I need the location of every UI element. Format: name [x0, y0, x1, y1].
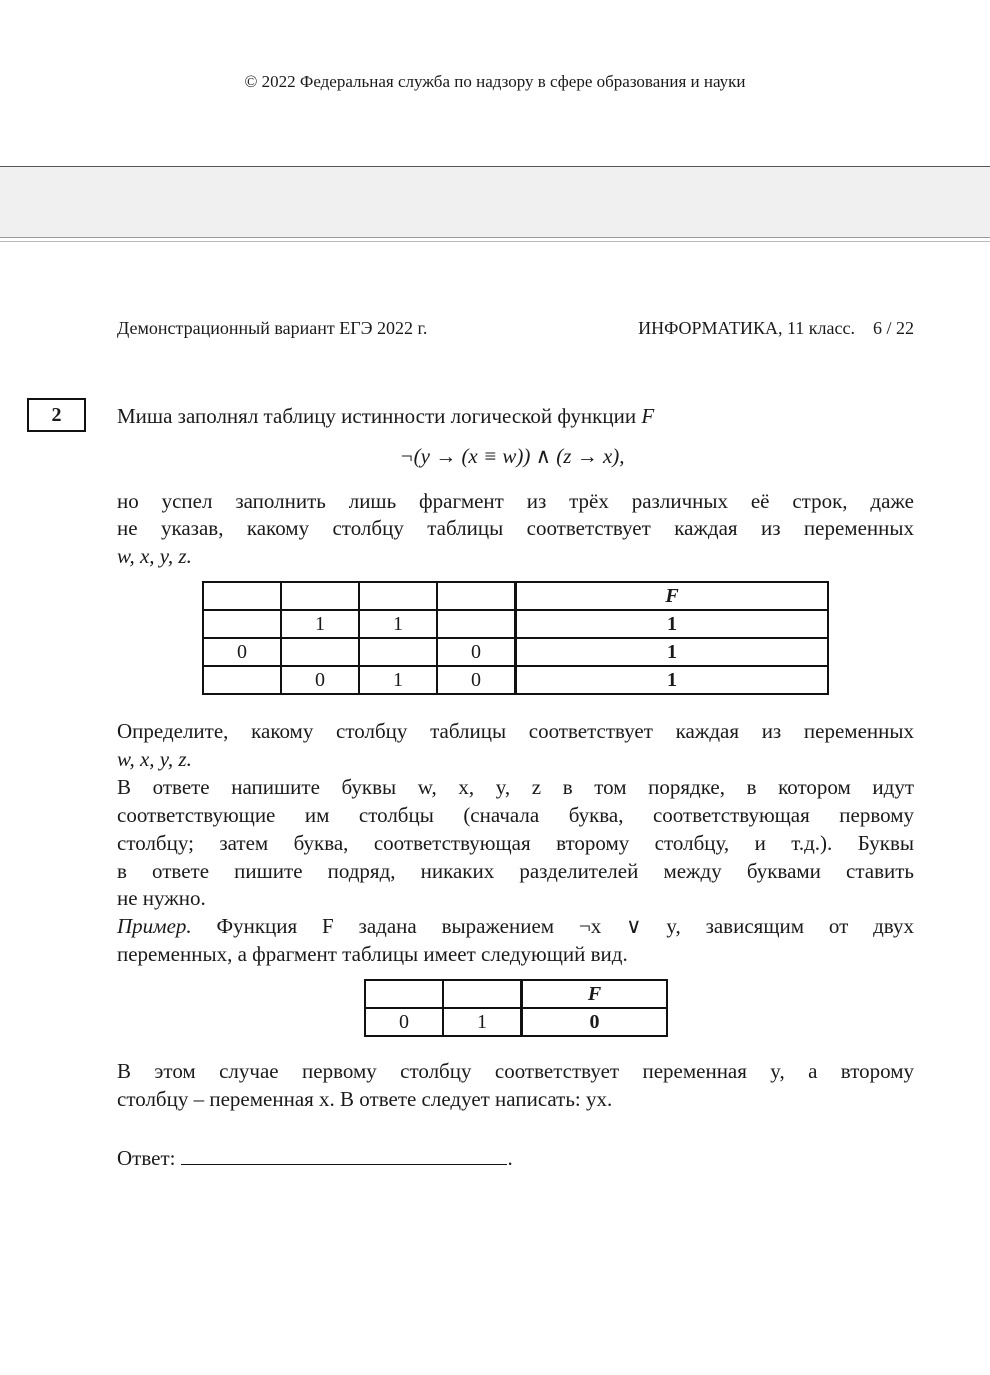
f-value-cell: 0 [522, 1008, 668, 1036]
table-cell: 1 [281, 610, 359, 638]
answer-field[interactable] [181, 1142, 507, 1165]
table-row [365, 1008, 667, 1036]
logic-formula: ¬(y → (x ≡ w)) ∧ (z → x), [399, 444, 625, 468]
paragraph-3-line-4: в ответе пишите подряд, никаких разделителей между буквами ставить [117, 859, 914, 883]
example-text: Функция F задана выражением ¬x ∨ y, зависящим от двух [191, 914, 914, 938]
example-label: Пример. [117, 914, 192, 938]
table-cell: 0 [281, 666, 359, 694]
paragraph-3-line-3: столбцу; затем буква, соответствующая второму столбцу, и т.д.). Буквы [117, 831, 914, 855]
table-cell [281, 582, 359, 610]
f-value-cell: 1 [516, 638, 829, 666]
running-header-left: Демонстрационный вариант ЕГЭ 2022 г. [117, 318, 428, 338]
table-cell [437, 582, 516, 610]
table-cell [359, 582, 437, 610]
paragraph-4-line-1: В этом случае первому столбцу соответствует переменная y, а второму [117, 1059, 914, 1083]
table-cell [203, 582, 281, 610]
table-cell [443, 980, 522, 1008]
table-row [203, 666, 828, 694]
paragraph-2-line-1: Определите, какому столбцу таблицы соответствует каждая из переменных [117, 719, 914, 743]
table-cell: 1 [359, 610, 437, 638]
table-cell [437, 610, 516, 638]
table-cell: 1 [359, 666, 437, 694]
table-cell: 0 [365, 1008, 443, 1036]
table-header-row [365, 980, 667, 1008]
table-header-row [203, 582, 828, 610]
example-table [364, 979, 668, 1037]
task-number-box: 2 [27, 398, 86, 432]
table-cell [365, 980, 443, 1008]
answer-label: Ответ: [117, 1146, 176, 1170]
table-row [203, 610, 828, 638]
truth-table-fragment [202, 581, 829, 695]
copyright-notice: © 2022 Федеральная служба по надзору в сфере образования и науки [244, 72, 746, 91]
table-cell: 0 [203, 638, 281, 666]
function-name: F [641, 404, 655, 428]
f-value-cell: 1 [516, 610, 829, 638]
paragraph-4-line-2: столбцу – переменная x. В ответе следует написать: yx. [117, 1087, 613, 1111]
paragraph-3-line-2: соответствующие им столбцы (сначала буква, соответствующая первому [117, 803, 914, 827]
paragraph-3-line-1: В ответе напишите буквы w, x, y, z в том порядке, в котором идут [117, 775, 914, 799]
answer-end: . [507, 1146, 513, 1170]
example-line-2: переменных, а фрагмент таблицы имеет следующий вид. [117, 942, 628, 966]
running-header-right: ИНФОРМАТИКА, 11 класс. 6 / 22 [638, 318, 914, 338]
task-intro-text: Миша заполнял таблицу истинности логической функции [117, 404, 642, 428]
table-cell [281, 638, 359, 666]
paragraph-3-line-5: не нужно. [117, 886, 206, 910]
table-cell: 0 [437, 666, 516, 694]
task-intro [117, 402, 914, 430]
f-value-cell: 1 [516, 666, 829, 694]
paragraph-1-line-2: не указав, какому столбцу таблицы соответствует каждая из переменных [117, 516, 914, 540]
example-line-1 [117, 912, 914, 940]
table-cell [359, 638, 437, 666]
table-cell [203, 666, 281, 694]
paragraph-1-line-1: но успел заполнить лишь фрагмент из трёх различных её строк, даже [117, 489, 914, 513]
paragraph-2-line-2: w, x, y, z. [117, 747, 192, 771]
table-cell: 1 [443, 1008, 522, 1036]
paragraph-1-line-3: w, x, y, z. [117, 544, 192, 568]
f-column-header: F [522, 980, 668, 1008]
table-cell [203, 610, 281, 638]
page-separator-band [0, 166, 990, 238]
table-row [203, 638, 828, 666]
f-column-header: F [516, 582, 829, 610]
table-cell: 0 [437, 638, 516, 666]
answer-row [117, 1142, 914, 1172]
